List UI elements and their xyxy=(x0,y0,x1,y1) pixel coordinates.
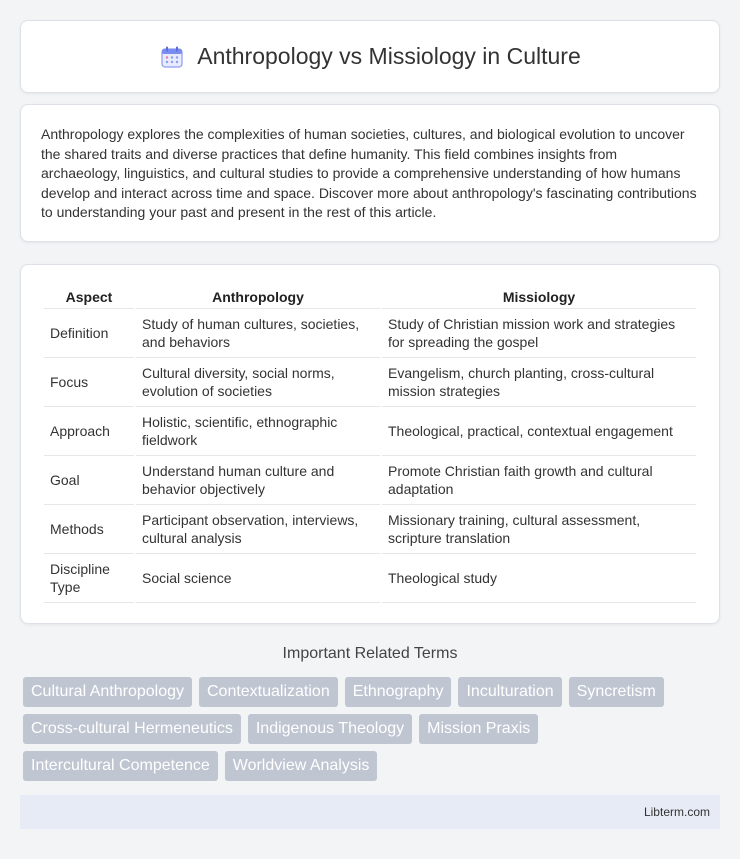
table-row xyxy=(44,407,696,456)
row-missiology: Promote Christian faith growth and cultural adaptation xyxy=(382,456,696,505)
row-missiology: Evangelism, church planting, cross-cultural mission strategies xyxy=(382,358,696,407)
related-terms-heading: Important Related Terms xyxy=(282,645,458,662)
table-row xyxy=(44,309,696,358)
row-anthropology: Participant observation, interviews, cultural analysis xyxy=(136,505,380,554)
comparison-card xyxy=(20,264,720,624)
table-header-row xyxy=(44,285,696,309)
intro-card xyxy=(20,104,720,242)
tag-contextualization[interactable]: Contextualization xyxy=(199,677,338,707)
row-missiology: Theological, practical, contextual engagement xyxy=(382,407,696,456)
row-aspect: Focus xyxy=(44,358,134,407)
row-missiology: Study of Christian mission work and strategies for spreading the gospel xyxy=(382,309,696,358)
title-wrap xyxy=(159,43,581,70)
footer-brand[interactable]: Libterm.com xyxy=(643,805,710,819)
column-header-missiology: Missiology xyxy=(382,285,696,309)
intro-paragraph: Anthropology explores the complexities of human societies, cultures, and biological evolution to uncover the shared traits and diverse practices that define humanity. This field combines insights from archaeology, linguistics, and cultural studies to provide a comprehensive understanding of how humans develop and interact across time and space. Discover more about anthropology's fascinating contributions to understanding your past and present in the rest of this article. xyxy=(41,126,697,221)
tag-worldview-analysis[interactable]: Worldview Analysis xyxy=(225,751,378,781)
tag-intercultural-competence[interactable]: Intercultural Competence xyxy=(23,751,218,781)
row-aspect: Goal xyxy=(44,456,134,505)
page-title: Anthropology vs Missiology in Culture xyxy=(197,43,581,69)
row-anthropology: Understand human culture and behavior objectively xyxy=(136,456,380,505)
column-header-anthropology: Anthropology xyxy=(136,285,380,309)
row-aspect: Approach xyxy=(44,407,134,456)
row-anthropology: Social science xyxy=(136,554,380,603)
row-anthropology: Cultural diversity, social norms, evolution of societies xyxy=(136,358,380,407)
table-row xyxy=(44,505,696,554)
table-row xyxy=(44,456,696,505)
column-header-aspect: Aspect xyxy=(44,285,134,309)
tag-cross-cultural-hermeneutics[interactable]: Cross-cultural Hermeneutics xyxy=(23,714,241,744)
row-anthropology: Holistic, scientific, ethnographic fieldwork xyxy=(136,407,380,456)
row-missiology: Missionary training, cultural assessment, scripture translation xyxy=(382,505,696,554)
row-aspect: Discipline Type xyxy=(44,554,134,603)
tag-syncretism[interactable]: Syncretism xyxy=(569,677,664,707)
row-aspect: Methods xyxy=(44,505,134,554)
calendar-icon xyxy=(159,44,185,70)
tag-ethnography[interactable]: Ethnography xyxy=(345,677,452,707)
comparison-table xyxy=(42,285,698,603)
row-aspect: Definition xyxy=(44,309,134,358)
tag-cultural-anthropology[interactable]: Cultural Anthropology xyxy=(23,677,192,707)
tag-indigenous-theology[interactable]: Indigenous Theology xyxy=(248,714,412,744)
tag-inculturation[interactable]: Inculturation xyxy=(458,677,561,707)
footer xyxy=(20,795,720,829)
table-row xyxy=(44,358,696,407)
row-missiology: Theological study xyxy=(382,554,696,603)
related-terms-list xyxy=(23,677,723,781)
table-row xyxy=(44,554,696,603)
header-card xyxy=(20,20,720,93)
tag-mission-praxis[interactable]: Mission Praxis xyxy=(419,714,538,744)
row-anthropology: Study of human cultures, societies, and behaviors xyxy=(136,309,380,358)
